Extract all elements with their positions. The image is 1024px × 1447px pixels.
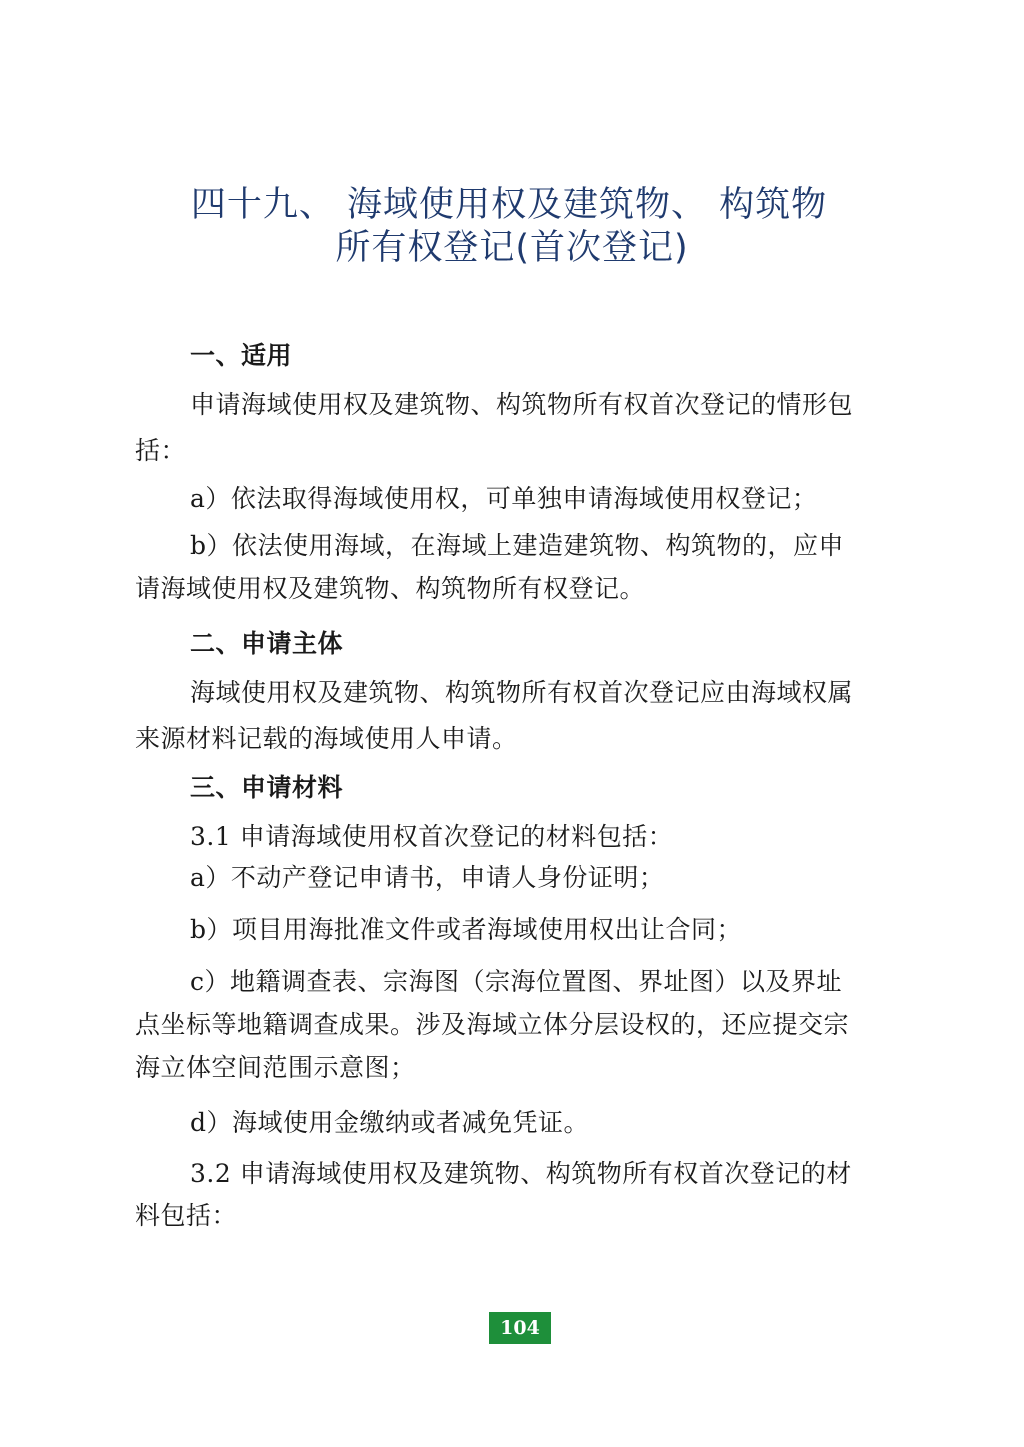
item-label: b [190,915,207,944]
item-label: d [190,1108,207,1137]
section-heading-applicability: 一、适用 [190,341,293,370]
paragraph-line: 申请海域使用权及建筑物、构筑物所有权首次登记的情形包 [190,390,854,419]
paragraph-line: 来源材料记载的海域使用人申请。 [135,724,518,753]
item-label: 3.1 [190,822,232,851]
list-item-b [190,914,960,946]
item-text: ）地籍调查表、宗海图（宗海位置图、界址图）以及界址 [204,967,843,996]
item-text: 申请海域使用权首次登记的材料包括： [231,822,674,851]
subsection-3-1 [190,821,960,853]
paragraph-line: 括： [135,436,187,465]
item-text: ）依法使用海域，在海域上建造建筑物、构筑物的，应申 [206,531,845,560]
item-label: c [190,967,205,996]
paragraph-line: 请海域使用权及建筑物、构筑物所有权登记。 [135,574,646,603]
item-label: a [190,484,206,513]
section-heading-applicant: 二、申请主体 [190,629,344,658]
subsection-3-2 [190,1158,960,1190]
list-item-a [190,862,960,894]
item-text: ）项目用海批准文件或者海域使用权出让合同； [206,915,743,944]
list-item-b [190,530,960,562]
item-label: a [190,863,206,892]
list-item-a [190,483,960,515]
item-text: 申请海域使用权及建筑物、构筑物所有权首次登记的材 [231,1159,852,1188]
item-label: 3.2 [190,1159,232,1188]
item-label: b [190,531,207,560]
paragraph-line: 料包括： [135,1201,238,1230]
paragraph-line: 点坐标等地籍调查成果。涉及海域立体分层设权的，还应提交宗 [135,1010,850,1039]
page-title-line-2: 所有权登记(首次登记) [335,228,689,268]
list-item-d [190,1107,960,1139]
item-text: ）依法取得海域使用权，可单独申请海域使用权登记； [205,484,818,513]
list-item-c [190,966,960,998]
paragraph-line: 海立体空间范围示意图； [135,1053,416,1082]
paragraph-line: 海域使用权及建筑物、构筑物所有权首次登记应由海域权属 [190,678,854,707]
page-title-line-1: 四十九、 海域使用权及建筑物、 构筑物 [190,185,828,225]
item-text: ）海域使用金缴纳或者减免凭证。 [206,1108,590,1137]
page-number-badge: 104 [489,1312,551,1344]
section-heading-materials: 三、申请材料 [190,773,344,802]
item-text: ）不动产登记申请书，申请人身份证明； [205,863,665,892]
